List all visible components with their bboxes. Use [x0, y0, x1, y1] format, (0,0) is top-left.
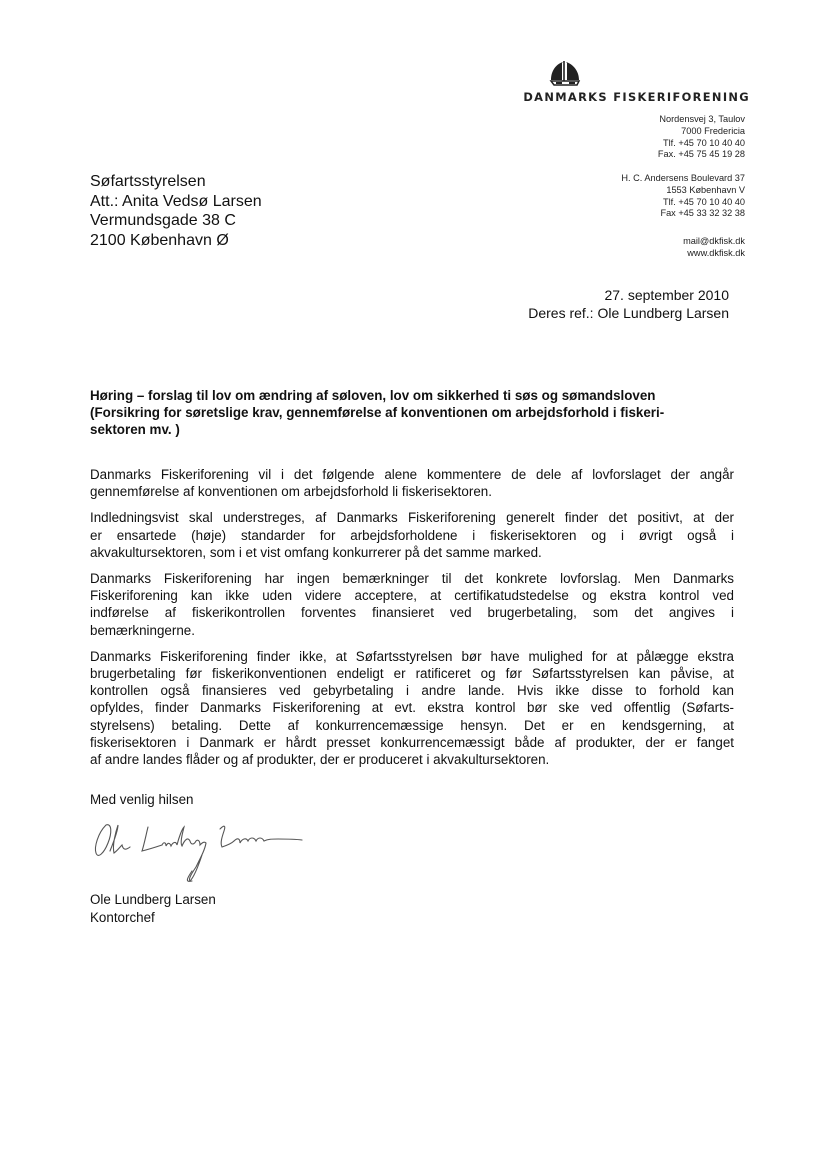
fax-line: Fax. +45 75 45 19 28 — [657, 149, 745, 160]
signer-block — [90, 891, 216, 927]
closing-salutation: Med venlig hilsen — [90, 792, 194, 807]
paragraph-line: kontrollen også finansieres ved gebyrbetaling i andre lande. Hvis ikke disse to forhold kan — [90, 683, 734, 699]
city-line: 7000 Fredericia — [681, 125, 745, 136]
paragraph-line: gennemførelse af konventionen om arbejdsforhold li fiskerisektoren. — [90, 484, 492, 500]
phone-line: Tlf. +45 70 10 40 40 — [663, 196, 745, 207]
website-link[interactable]: www.dkfisk.dk — [687, 247, 745, 258]
address-line: Nordensvej 3, Taulov — [659, 114, 745, 124]
recipient-street: Vermundsgade 38 C — [90, 212, 236, 229]
paragraph-line: Danmarks Fiskeriforening finder ikke, at Søfartsstyrelsen bør have mulighed for at pålægge ekstra — [90, 648, 734, 664]
paragraph — [90, 509, 734, 561]
fax-line: Fax +45 33 32 32 38 — [660, 208, 745, 219]
office-copenhagen-address — [621, 173, 745, 220]
address-line: H. C. Andersens Boulevard 37 — [621, 173, 745, 183]
paragraph-line: akvakultursektoren, som i et vist omfang konkurrerer på det samme marked. — [90, 544, 542, 560]
paragraph-line: bemærkningerne. — [90, 622, 195, 638]
subject-line: (Forsikring for søretslige krav, gennemførelse af konventionen om arbejdsforhold i fiskeri- — [90, 405, 665, 420]
signer-title: Kontorchef — [90, 910, 155, 925]
paragraph — [90, 466, 734, 500]
recipient-city: 2100 København Ø — [90, 231, 229, 249]
paragraph-line: Fiskeriforening kan ikke uden videre acceptere, at certifikatudstedelse og ekstra kontrol ved — [90, 588, 734, 604]
paragraph-line: er ensartede (høje) standarder for arbejdsforholdene i fiskerisektoren og i øvrigt også i — [90, 527, 734, 543]
letter-date: 27. september 2010 — [604, 287, 729, 303]
phone-line: Tlf. +45 70 10 40 40 — [663, 137, 745, 148]
handwritten-signature-icon — [92, 815, 307, 887]
paragraph-line: Danmarks Fiskeriforening vil i det følgende alene kommentere de dele af lovforslaget der angår — [90, 467, 734, 482]
paragraph-line: fiskerisektoren i Danmark er hårdt presset konkurrencemæssigt både af produkter, der er fanget — [90, 734, 734, 750]
recipient-address — [90, 172, 262, 250]
recipient-attention: Att.: Anita Vedsø Larsen — [90, 192, 262, 210]
recipient-organization: Søfartsstyrelsen — [90, 173, 206, 190]
sailboat-emblem-icon — [548, 60, 582, 88]
subject-line: Høring – forslag til lov om ændring af søloven, lov om sikkerhed ti søs og sømandsloven — [90, 388, 656, 403]
office-taulov-address — [658, 114, 745, 161]
letter-body — [90, 466, 734, 777]
reference-line: Deres ref.: Ole Lundberg Larsen — [528, 305, 729, 321]
subject-heading — [90, 387, 740, 438]
city-line: 1553 København V — [666, 184, 745, 195]
email-link[interactable]: mail@dkfisk.dk — [683, 236, 745, 246]
paragraph-line: opfyldes, finder Danmarks Fiskeriforening at evt. ekstra kontrol bør ske ved offentlig (Søfarts- — [90, 700, 734, 716]
paragraph-line: Indledningsvist skal understreges, af Danmarks Fiskeriforening generelt finder det positivt, at der — [90, 510, 734, 526]
web-contact — [683, 236, 745, 260]
paragraph-line: styrelsens) betaling. Dette af konkurrencemæssige hensyn. Det er en kendsgerning, at — [90, 717, 734, 733]
paragraph-line: indførelse af fiskerikontrollen forventes finansieret ved brugerbetaling, som det angives i — [90, 605, 734, 621]
organization-name: DANMARKS FISKERIFORENING — [523, 90, 750, 104]
paragraph — [90, 648, 734, 768]
paragraph-line: Danmarks Fiskeriforening har ingen bemærkninger til det konkrete lovforslag. Men Danmarks — [90, 571, 734, 587]
date-reference — [528, 286, 729, 322]
paragraph-line: af andre landes flåder og af produkter, der er produceret i akvakultursektoren. — [90, 752, 550, 768]
signer-name: Ole Lundberg Larsen — [90, 892, 216, 907]
paragraph-line: brugerbetaling før fiskerikonventionen endeligt er ratificeret og før Søfartsstyrelsen kan påvise, at — [90, 666, 734, 682]
paragraph — [90, 570, 734, 639]
subject-line: sektoren mv. ) — [90, 422, 180, 437]
